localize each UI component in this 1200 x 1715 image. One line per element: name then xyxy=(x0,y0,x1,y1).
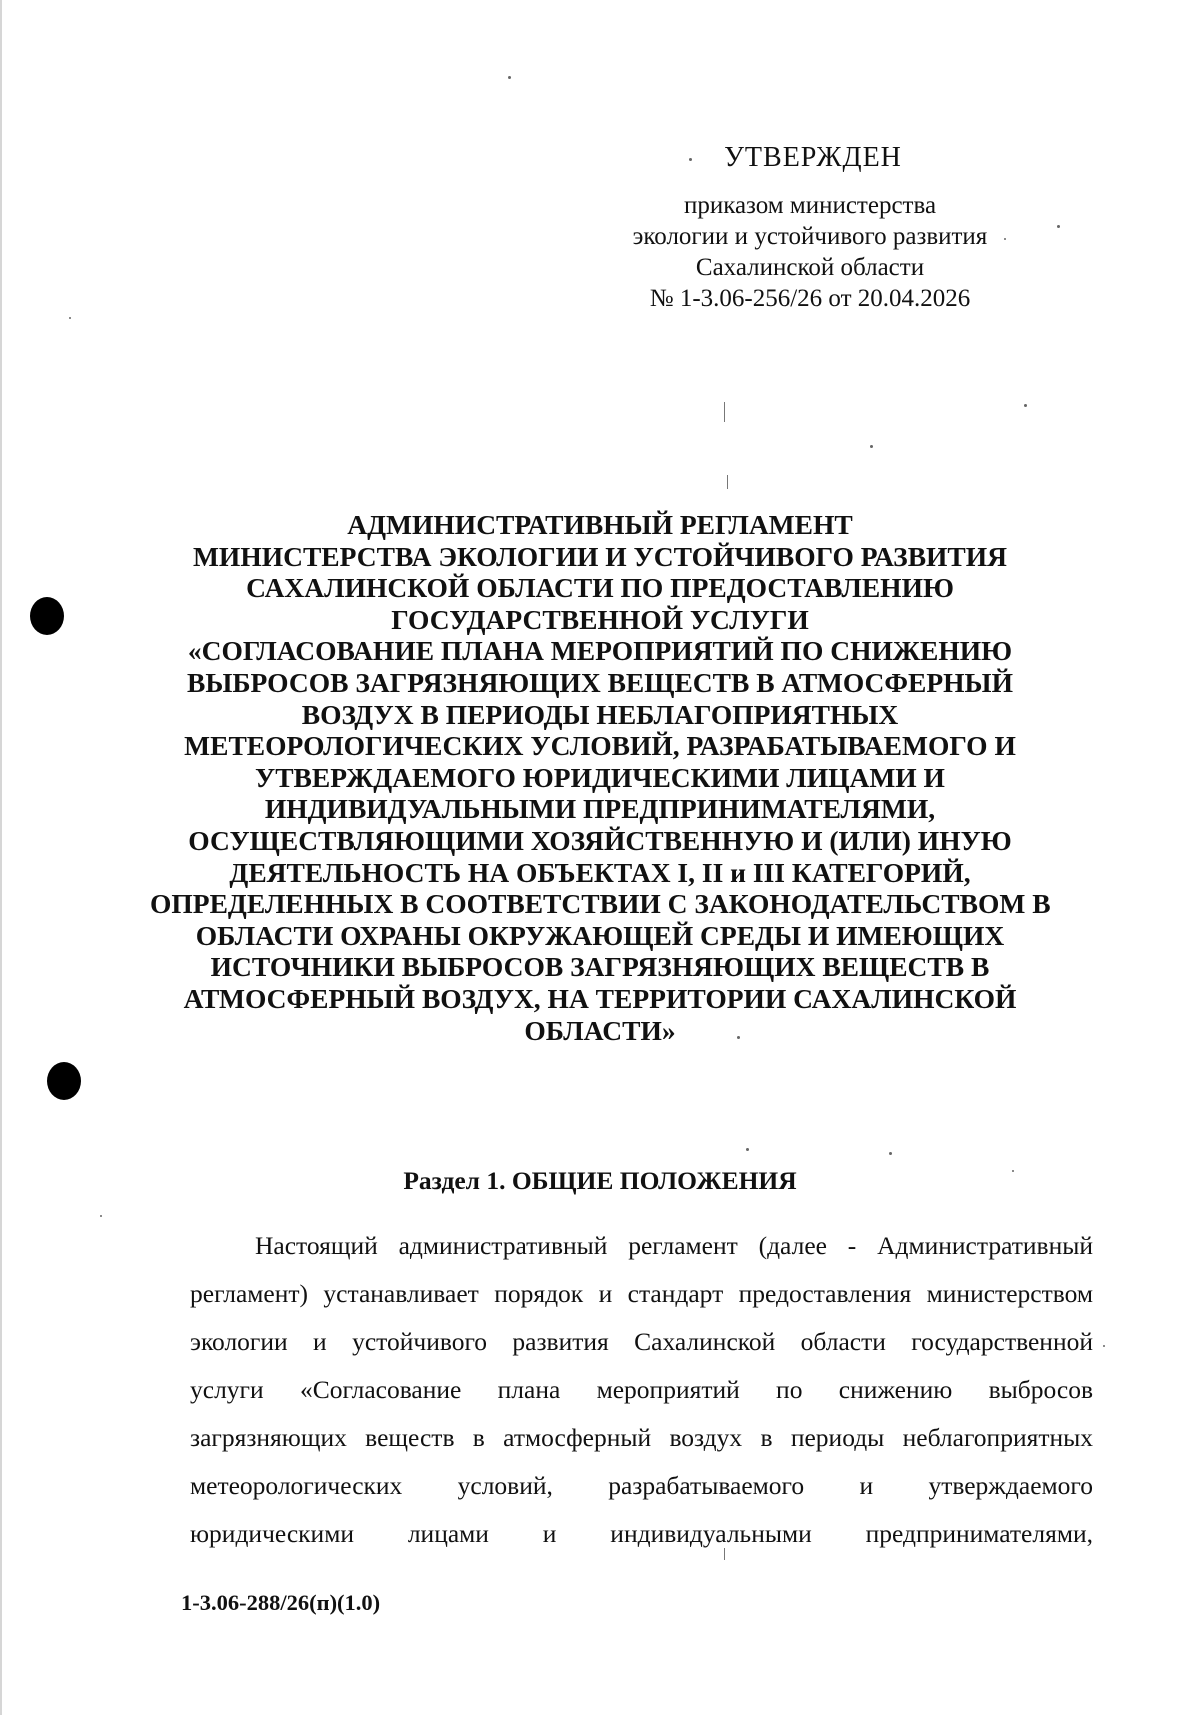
scan-artifact xyxy=(100,1215,102,1217)
title-line: ВЫБРОСОВ ЗАГРЯЗНЯЮЩИХ ВЕЩЕСТВ В АТМОСФЕРНЫЙ xyxy=(187,666,1013,698)
title-line: «СОГЛАСОВАНИЕ ПЛАНА МЕРОПРИЯТИЙ ПО СНИЖЕНИЮ xyxy=(187,635,1013,667)
title-line: САХАЛИНСКОЙ ОБЛАСТИ ПО ПРЕДОСТАВЛЕНИЮ xyxy=(246,572,954,604)
approval-order xyxy=(600,190,1020,314)
title-line: МИНИСТЕРСТВА ЭКОЛОГИИ И УСТОЙЧИВОГО РАЗВИТИЯ xyxy=(192,540,1008,572)
paragraph-line: услуги «Согласование плана мероприятий по снижению выбросов xyxy=(190,1375,1093,1404)
paragraph-line: юридическими лицами и индивидуальными предпринимателями, xyxy=(190,1519,1093,1548)
title-line: ОБЛАСТИ» xyxy=(524,1014,676,1046)
approval-line: приказом министерства xyxy=(683,192,937,219)
scan-artifact xyxy=(508,76,511,79)
approval-order-number: № 1-3.06-256/26 от 20.04.2026 xyxy=(649,285,971,312)
scan-artifact xyxy=(1004,238,1006,240)
title-line: ОПРЕДЕЛЕННЫХ В СООТВЕТСТВИИ С ЗАКОНОДАТЕЛЬСТВОМ В xyxy=(150,888,1051,920)
scan-artifact xyxy=(1024,404,1027,407)
scan-artifact xyxy=(724,1548,725,1560)
title-line: ИСТОЧНИКИ ВЫБРОСОВ ЗАГРЯЗНЯЮЩИХ ВЕЩЕСТВ В xyxy=(210,951,990,983)
title-line: АТМОСФЕРНЫЙ ВОЗДУХ, НА ТЕРРИТОРИИ САХАЛИНСКОЙ xyxy=(183,982,1017,1014)
paragraph-line: регламент) устанавливает порядок и стандарт предоставления министерством xyxy=(190,1279,1093,1308)
scan-artifact xyxy=(870,445,873,448)
paragraph-line: экологии и устойчивого развития Сахалинской области государственной xyxy=(190,1327,1093,1356)
scan-artifact xyxy=(689,158,692,161)
approval-stamp xyxy=(600,142,1020,314)
title-line: ДЕЯТЕЛЬНОСТЬ НА ОБЪЕКТАХ I, II и III КАТЕГОРИЙ, xyxy=(229,856,971,888)
title-line: УТВЕРЖДАЕМОГО ЮРИДИЧЕСКИМИ ЛИЦАМИ И xyxy=(255,761,945,793)
approval-line: экологии и устойчивого развития xyxy=(632,223,988,250)
scan-artifact xyxy=(1103,1345,1105,1347)
paragraph-line: метеорологических условий, разрабатываемого и утверждаемого xyxy=(190,1471,1093,1500)
title-line: ОБЛАСТИ ОХРАНЫ ОКРУЖАЮЩЕЙ СРЕДЫ И ИМЕЮЩИХ xyxy=(195,919,1005,951)
scan-artifact xyxy=(737,1036,740,1039)
title-line: ОСУЩЕСТВЛЯЮЩИМИ ХОЗЯЙСТВЕННУЮ И (ИЛИ) ИНУЮ xyxy=(188,824,1012,856)
scan-artifact xyxy=(69,317,71,319)
scan-artifact xyxy=(727,475,728,489)
body-paragraph xyxy=(190,1222,1093,1558)
approved-label: УТВЕРЖДЕН xyxy=(724,142,902,173)
document-title xyxy=(150,509,1050,1046)
scan-artifact xyxy=(724,402,725,422)
scan-edge xyxy=(0,0,2,1715)
section-heading: Раздел 1. ОБЩИЕ ПОЛОЖЕНИЯ xyxy=(403,1166,797,1195)
title-line: ИНДИВИДУАЛЬНЫМИ ПРЕДПРИНИМАТЕЛЯМИ, xyxy=(264,793,936,825)
scan-artifact xyxy=(1012,1170,1014,1172)
title-line: ГОСУДАРСТВЕННОЙ УСЛУГИ xyxy=(391,603,809,635)
title-line: ВОЗДУХ В ПЕРИОДЫ НЕБЛАГОПРИЯТНЫХ xyxy=(301,698,899,730)
paragraph-line: загрязняющих веществ в атмосферный воздух в периоды неблагоприятных xyxy=(190,1423,1093,1452)
document-code: 1-3.06-288/26(п)(1.0) xyxy=(181,1590,381,1615)
title-line: МЕТЕОРОЛОГИЧЕСКИХ УСЛОВИЙ, РАЗРАБАТЫВАЕМОГО И xyxy=(184,730,1016,762)
paragraph-line: Настоящий административный регламент (далее - Административный xyxy=(255,1231,1093,1260)
punch-hole xyxy=(47,1062,81,1100)
scan-artifact xyxy=(1057,225,1060,228)
approval-line: Сахалинской области xyxy=(695,254,925,281)
scan-artifact xyxy=(889,1152,892,1155)
scan-artifact xyxy=(746,1148,749,1151)
punch-hole xyxy=(30,597,64,635)
title-line: АДМИНИСТРАТИВНЫЙ РЕГЛАМЕНТ xyxy=(347,509,853,540)
